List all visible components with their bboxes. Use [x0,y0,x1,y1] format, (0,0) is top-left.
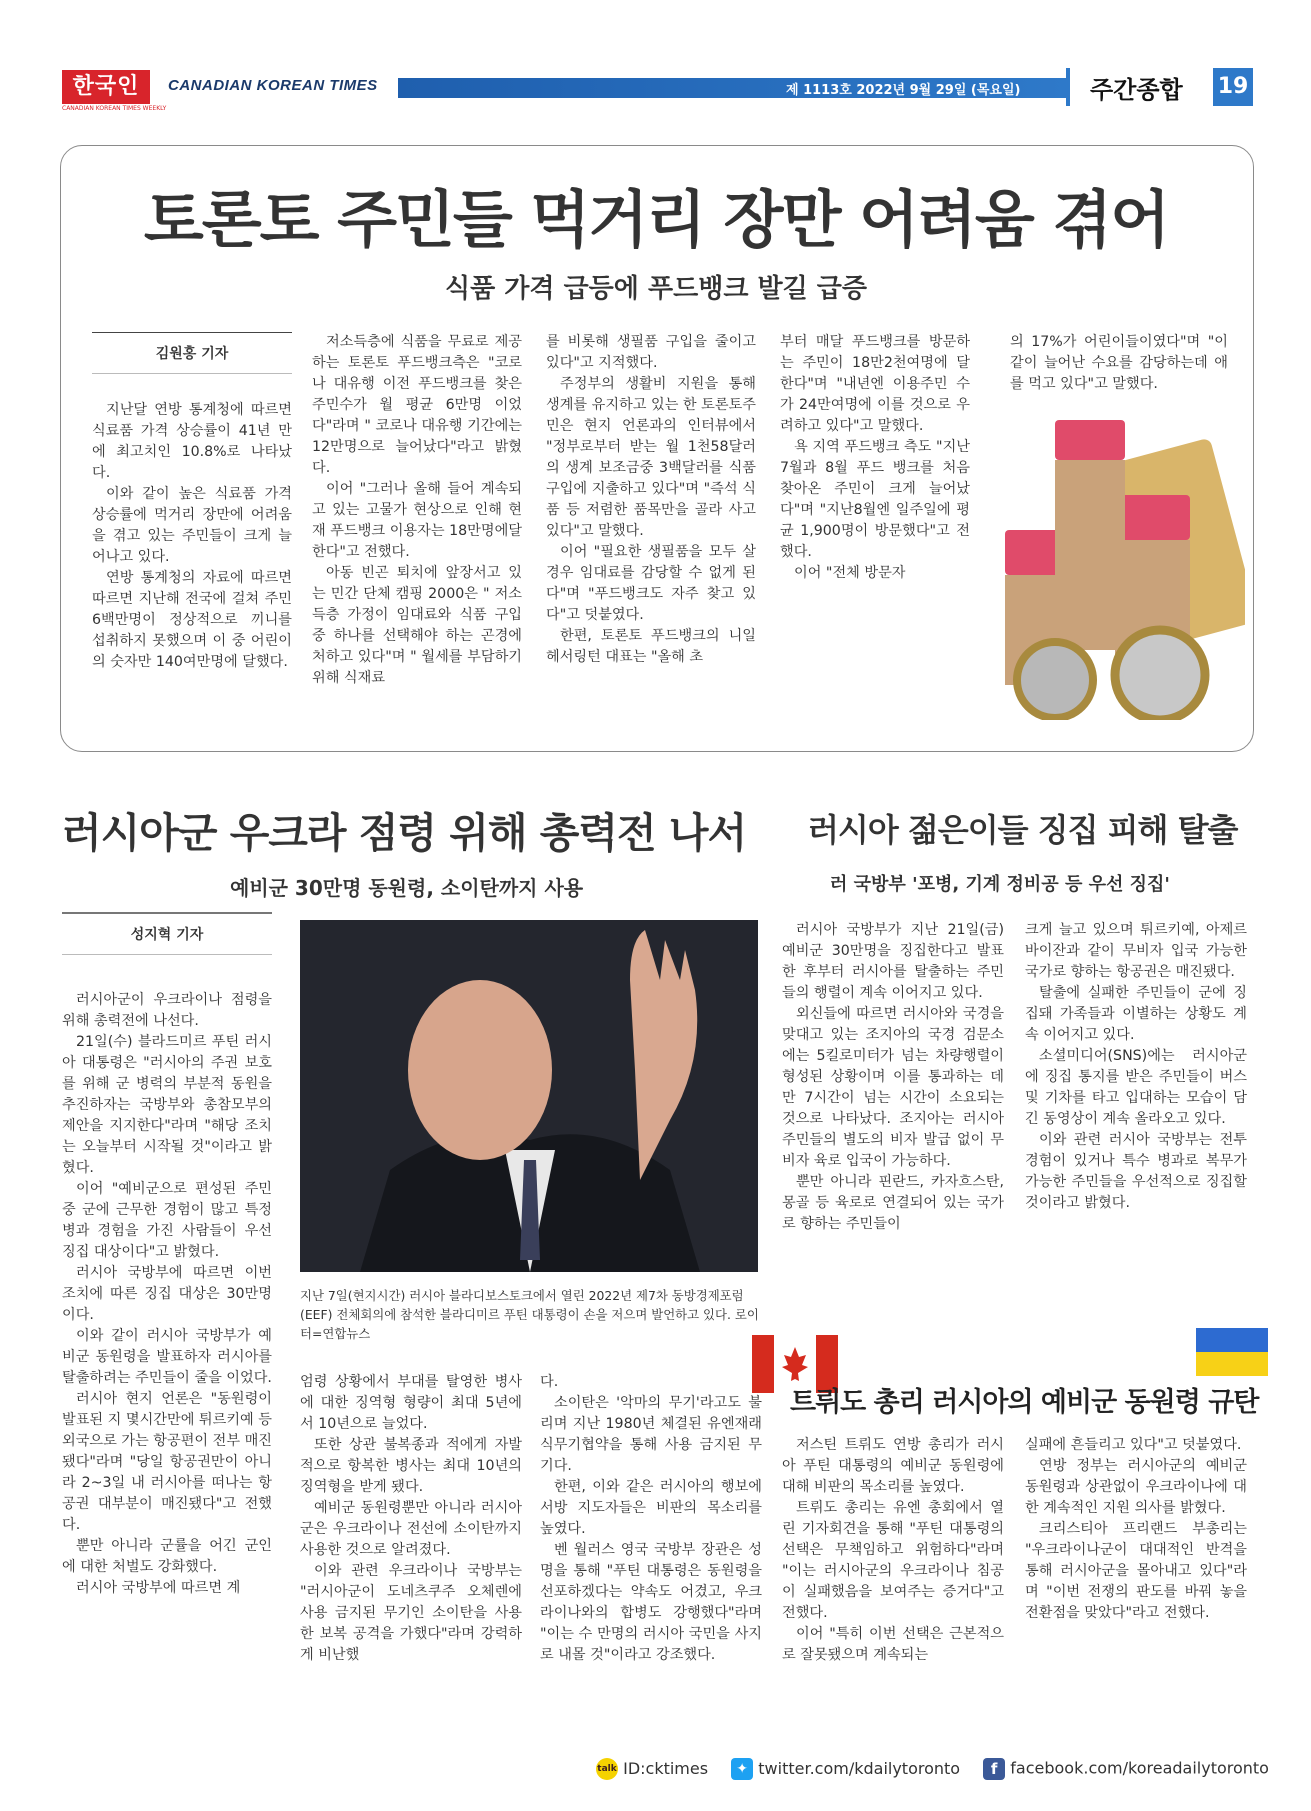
issue-info: 제 1113호 2022년 9월 29일 (목요일) [786,83,1021,98]
facebook-icon: f [983,1758,1005,1780]
article2-col1 [62,990,272,1599]
section-name: 주간종합 [1090,76,1183,104]
paragraph: 욕 지역 푸드뱅크 측도 "지난 7월과 8월 푸드 뱅크를 처음 찾아온 주민이 크게 늘어났다"며 "지난8월엔 일주일에 평균 1,900명이 방문했다"고 전했다. [780,439,970,560]
paragraph: 러시아군이 우크라이나 점령을 위해 총력전에 나선다. [62,992,272,1029]
ukraine-flag-icon [1196,1328,1268,1376]
article4-col2 [1025,1435,1247,1624]
coin-icon [1115,630,1205,720]
paragraph: 이와 같이 높은 식료품 가격 상승률에 먹거리 장만에 어려움을 겪고 있는 주민들이 크게 늘어나고 있다. [92,486,292,565]
facebook-link[interactable]: facebook.com/koreadailytoronto [1010,1758,1269,1778]
paragraph: 엄령 상황에서 부대를 탈영한 병사에 대한 징역형 형량이 최대 5년에서 10년으로 늘었다. [300,1374,522,1432]
paragraph: 이어 "전체 방문자 [794,565,906,581]
photo-illustration [300,920,758,1272]
paragraph: 러시아 국방부가 지난 21일(금) 예비군 30만명을 징집한다고 발표한 후부터 러시아를 탈출하는 주민들의 행렬이 계속 이어지고 있다. [782,922,1004,1001]
paper-name: CANADIAN KOREAN TIMES [168,77,378,94]
paragraph: 이와 같이 러시아 국방부가 예비군 동원령을 발표하자 러시아를 탈출하려는 주민들이 줄을 이었다. [62,1328,272,1386]
basket-icon [1115,495,1190,540]
paragraph: 저스틴 트뤼도 연방 총리가 러시아 푸틴 대통령의 예비군 동원령에 대해 비판의 목소리를 높였다. [782,1437,1004,1495]
article3-headline: 러시아 젊은이들 징집 피해 탈출 [808,811,1238,849]
article2-headline: 러시아군 우크라 점령 위해 총력전 나서 [62,809,747,857]
face-shape [408,980,552,1160]
article2-byline: 성지혁 기자 [62,914,272,955]
paragraph: 러시아 현지 언론은 "동원령이 발표된 지 몇시간만에 튀르키예 등 외국으로 가는 항공편이 전부 매진됐다"라며 "당일 항공권만이 아니라 2~3일 내 러시아를 떠나는 항공권 대부분이 매진됐다"고 전했다. [62,1391,272,1533]
article1-col3 [546,332,756,668]
food-basket-coins-image [975,420,1245,720]
paragraph: 이와 관련 러시아 국방부는 전투 경험이 있거나 특수 병과로 복무가 가능한 주민들을 우선적으로 징집할 것이라고 밝혔다. [1025,1132,1247,1211]
page-number: 19 [1213,68,1253,106]
paragraph: 저소득층에 식품을 무료로 제공하는 토론토 푸드뱅크측은 "코로나 대유행 이전 푸드뱅크를 찾은 주민수가 월 평균 6만명 이었다"라며 " 코로나 대유행 기간에는 12만명으로 늘어났다"라고 밝혔다. [312,334,522,476]
header-divider [1066,68,1070,106]
basket-icon [1055,420,1125,460]
article4-col1 [782,1435,1004,1666]
article1-subhead: 식품 가격 급등에 푸드뱅크 발길 급증 [445,274,867,304]
paragraph: 아동 빈곤 퇴치에 앞장서고 있는 민간 단체 캠핑 2000은 " 저소득층 가정이 임대료와 식품 구입 중 하나를 선택해야 하는 곤경에 처하고 있다"며 " 월세를 부담하기 위해 식재료 [312,565,522,686]
paragraph: 크리스티아 프리랜드 부총리는 "우크라이나군이 대대적인 반격을 통해 러시아군을 몰아내고 있다"라며 "이번 전쟁의 판도를 바꿔 놓을 전환점을 맞았다"라고 전했다. [1025,1521,1247,1621]
paragraph: 또한 상관 불복종과 적에게 자발적으로 항복한 병사는 최대 10년의 징역형을 받게 됐다. [300,1437,522,1495]
article2-byline-box [62,914,272,955]
logo-tagline: CANADIAN KOREAN TIMES WEEKLY [62,105,167,112]
paragraph: 이어 "필요한 생필품을 모두 살 경우 임대료를 감당할 수 없게 된다"며 "푸드뱅크도 자주 찾고 있다"고 덧붙였다. [546,544,756,623]
twitter-link[interactable]: twitter.com/kdailytoronto [758,1758,961,1778]
logo-text: 한국인 [72,74,140,99]
article1-col4 [780,332,970,584]
paragraph: 뿐만 아니라 군률을 어긴 군인에 대한 처벌도 강화했다. [62,1538,272,1575]
paragraph: 다. [540,1374,559,1390]
kakao-id[interactable]: ID:cktimes [623,1758,709,1778]
paragraph: 한편, 토론토 푸드뱅크의 니일 헤서링턴 대표는 "올해 초 [546,628,756,665]
footer-social [596,1758,1269,1780]
paragraph: 이어 "예비군으로 편성된 주민 중 군에 근무한 경험이 많고 특정 병과 경험을 가진 사람들이 우선 징집 대상이다"고 밝혔다. [62,1181,272,1260]
article1-byline: 김원홍 기자 [92,332,292,374]
article3-col2 [1025,920,1247,1214]
article1-byline-box [92,332,292,374]
paragraph: 예비군 동원령뿐만 아니라 러시아군은 우크라이나 전선에 소이탄까지 사용한 것으로 알려졌다. [300,1500,522,1558]
paragraph: 연방 통계청의 자료에 따르면 따르면 지난해 전국에 걸쳐 주민 6백만명이 정상적으로 끼니를 섭취하지 못했으며 이 중 어린이의 숫자만 140여만명에 달했다. [92,570,292,670]
paragraph: 이어 "그러나 올해 들어 계속되고 있는 고물가 현상으로 인해 현재 푸드뱅크 이용자는 18만명에달한다"고 전했다. [312,481,522,560]
paragraph: 소이탄은 '악마의 무기'라고도 불리며 지난 1980년 체결된 유엔재래식무기협약을 통해 사용 금지된 무기다. [540,1395,762,1474]
paragraph: 이와 관련 우크라이나 국방부는 "러시아군이 도네츠쿠주 오체렌에 사용 금지된 무기인 소이탄을 사용한 보복 공격을 가했다"라며 강력하게 비난했 [300,1563,522,1663]
article1-col2 [312,332,522,689]
paragraph: 지난달 연방 통계청에 따르면 식료품 가격 상승률이 41년 만에 최고치인 10.8%로 나타났다. [92,402,292,481]
article3-col1 [782,920,1004,1235]
paragraph: 부터 매달 푸드뱅크를 방문하는 주민이 18만2천여명에 달한다"며 "내년엔 이용주민 수가 24만여명에 이를 것으로 우려하고 있다"고 말했다. [780,334,970,434]
paragraph: 크게 늘고 있으며 튀르키예, 아제르바이잔과 같이 무비자 입국 가능한 국가로 향하는 항공권은 매진됐다. [1025,922,1247,980]
paragraph: 를 비롯해 생필품 구입을 줄이고 있다"고 지적했다. [546,334,756,371]
masthead-logo [62,70,150,104]
paragraph: 뿐만 아니라 핀란드, 카자흐스탄, 몽골 등 육로로 연결되어 있는 국가로 향하는 주민들이 [782,1174,1004,1232]
article2-col2 [300,1372,522,1666]
article4-headline: 트뤼도 총리 러시아의 예비군 동원령 규탄 [790,1387,1259,1418]
article3-subhead: 러 국방부 '포병, 기계 정비공 등 우선 징집' [830,874,1170,895]
paragraph: 소셜미디어(SNS)에는 러시아군에 징집 통지를 받은 주민들이 버스 및 기차를 타고 입대하는 모습이 담긴 동영상이 계속 올라오고 있다. [1025,1048,1247,1127]
article1-col1 [92,400,292,673]
paragraph: 벤 월러스 영국 국방부 장관은 성명을 통해 "푸틴 대통령은 동원령을 선포하겠다는 약속도 어겼고, 우크라이나와의 합병도 강행했다"라며 "이는 수 만명의 러시아 국민을 사지로 내몰 것"이라고 강조했다. [540,1542,762,1663]
paragraph: 외신들에 따르면 러시아와 국경을 맞대고 있는 조지아의 국경 검문소에는 5킬로미터가 넘는 차량행렬이 형성된 상황이며 이를 통과하는 데만 7시간이 넘는 시간이 소요되는 것으로 나타났다. 조지아는 러시아 주민들의 별도의 비자 발급 없이 무비자 육로 입국이 가능하다. [782,1006,1004,1169]
photo-caption: 지난 7일(현지시간) 러시아 블라디보스토크에서 열린 2022년 제7차 동방경제포럼(EEF) 전체회의에 참석한 블라디미르 푸틴 대통령이 손을 저으며 발언하고 있다. 로이터=연합뉴스 [300,1288,759,1341]
article1-headline: 토론토 주민들 먹거리 장만 어려움 겪어 [143,183,1169,256]
paragraph: 의 17%가 어린이들이였다"며 "이 같이 늘어난 수요를 감당하는데 애를 먹고 있다"고 말했다. [1010,334,1228,392]
coin-icon [1017,642,1093,718]
article1-col5 [1010,332,1228,395]
paragraph: 21일(수) 블라드미르 푸틴 러시아 대통령은 "러시아의 주권 보호를 위해 군 병력의 부분적 동원을 추진하자는 국방부와 총참모부의 제안을 지지한다"라며 "해당 조치는 오늘부터 시작될 것"이라고 밝혔다. [62,1034,272,1176]
paragraph: 주정부의 생활비 지원을 통해 생계를 유지하고 있는 한 토론토주민은 현지 언론과의 인터뷰에서 "정부로부터 받는 월 1천58달러의 생계 보조금중 3백달러를 식품 구입에 지출하고 있다"며 "즉석 식품 등 저렴한 품목만을 골라 사고 있다"고 말했다. [546,376,756,539]
paragraph: 연방 정부는 러시아군의 예비군 동원령과 상관없이 우크라이나에 대한 계속적인 지원 의사를 밝혔다. [1025,1458,1247,1516]
paragraph: 탈출에 실패한 주민들이 군에 징집돼 가족들과 이별하는 상황도 계속 이어지고 있다. [1025,985,1247,1043]
kakao-icon: talk [596,1758,618,1780]
article2-col3 [540,1372,762,1666]
paragraph: 트뤼도 총리는 유엔 총회에서 열린 기자회견을 통해 "푸틴 대통령의 선택은 무책임하고 위험하다"라며 "이는 러시아군의 우크라이나 침공이 실패했음을 보여주는 증거다"고 전했다. [782,1500,1004,1621]
article2-subhead: 예비군 30만명 동원령, 소이탄까지 사용 [230,876,584,900]
twitter-icon: ✦ [731,1758,753,1780]
paragraph: 러시아 국방부에 따르면 이번 조치에 따른 징집 대상은 30만명이다. [62,1265,272,1323]
paragraph: 러시아 국방부에 따르면 계 [76,1580,241,1596]
putin-photo [300,920,758,1272]
paragraph: 실패에 흔들리고 있다"고 덧붙였다. [1025,1437,1242,1453]
paragraph: 한편, 이와 같은 러시아의 행보에 서방 지도자들은 비판의 목소리를 높였다. [540,1479,762,1537]
paragraph: 이어 "특히 이번 선택은 근본적으로 잘못됐으며 계속되는 [782,1626,1004,1663]
